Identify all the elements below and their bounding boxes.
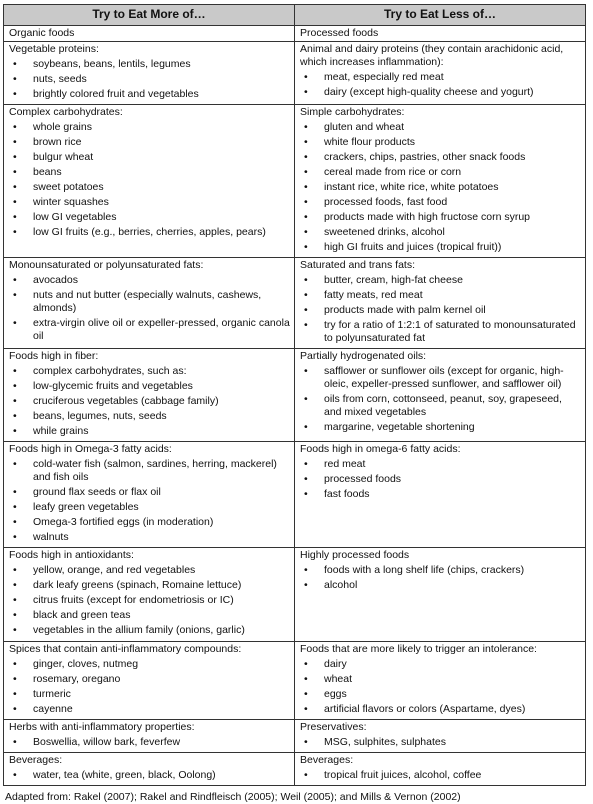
bullet-icon: •	[304, 120, 308, 133]
bullet-icon: •	[304, 702, 308, 715]
list-item-text: soybeans, beans, lentils, legumes	[33, 57, 191, 70]
list-item	[9, 317, 290, 343]
list-item	[9, 458, 290, 484]
category-heading: Herbs with anti-inflammatory properties:	[9, 720, 195, 733]
list-item-text: oils from corn, cottonseed, peanut, soy, grapeseed, and mixed vegetables	[324, 393, 562, 419]
bullet-icon: •	[304, 151, 308, 163]
list-item-text: brown rice	[33, 135, 82, 148]
category-heading: Preservatives:	[300, 720, 367, 733]
eat-less-cell	[295, 752, 586, 785]
list-item-text: extra-virgin olive oil or expeller-pressed, organic canola oil	[33, 317, 290, 343]
bullet-icon: •	[304, 211, 308, 224]
list-item	[300, 181, 581, 194]
list-item	[9, 501, 290, 514]
list-item-text: eggs	[324, 687, 347, 700]
list-item-text: nuts and nut butter (especially walnuts, cashews, almonds)	[33, 289, 262, 315]
list-item-text: cayenne	[33, 702, 73, 715]
category-heading: Foods that are more likely to trigger an intolerance:	[300, 642, 537, 655]
list-item-text: instant rice, white rice, white potatoes	[324, 181, 499, 194]
list-item-text: safflower or sunflower oils (except for organic, high-oleic, expeller-pressed sunflower, and safflower oil)	[324, 365, 564, 391]
table-row	[4, 641, 586, 719]
category-heading: Animal and dairy proteins (they contain arachidonic acid, which increases inflammation):	[300, 42, 564, 68]
bullet-icon: •	[13, 135, 17, 148]
list-item-text: meat, especially red meat	[324, 70, 444, 83]
bullet-icon: •	[13, 579, 17, 592]
list-item-text: cereal made from rice or corn	[324, 166, 462, 179]
category-heading: Spices that contain anti-inflammatory compounds:	[9, 642, 242, 655]
list-item-text: winter squashes	[33, 196, 109, 209]
bullet-icon: •	[13, 87, 17, 100]
bullet-icon: •	[13, 702, 17, 715]
bullet-icon: •	[304, 768, 308, 781]
list-item-text: crackers, chips, pastries, other snack foods	[324, 151, 526, 163]
list-item	[9, 516, 290, 529]
bullet-icon: •	[13, 395, 17, 408]
source-citation: Adapted from: Rakel (2007); Rakel and Rindfleisch (2005); Weil (2005); and Mills & Vernon (2002)	[5, 790, 461, 803]
list-item-text: processed foods, fast food	[324, 196, 448, 209]
list-item	[9, 136, 290, 149]
table-row	[4, 258, 586, 349]
eat-more-cell	[4, 104, 295, 257]
list-item	[300, 365, 581, 391]
bullet-icon: •	[304, 319, 308, 332]
table-row	[4, 719, 586, 752]
list-item-text: citrus fruits (except for endometriosis or IC)	[33, 594, 234, 607]
eat-more-cell	[4, 25, 295, 41]
list-item-text: beans	[33, 166, 62, 179]
list-item	[9, 531, 290, 544]
eat-less-cell	[295, 104, 586, 257]
bullet-icon: •	[13, 181, 17, 194]
category-heading: Foods high in fiber:	[9, 350, 99, 363]
list-item	[9, 624, 290, 637]
list-item	[300, 458, 581, 471]
list-item-text: artificial flavors or colors (Aspartame, dyes)	[324, 702, 526, 715]
bullet-icon: •	[304, 579, 308, 592]
list-item	[9, 673, 290, 686]
eat-more-cell	[4, 442, 295, 548]
list-item-text: cruciferous vegetables (cabbage family)	[33, 395, 219, 408]
list-item	[300, 393, 581, 419]
food-list	[9, 458, 290, 544]
list-item-text: leafy green vegetables	[33, 501, 139, 514]
list-item	[300, 226, 581, 239]
bullet-icon: •	[304, 85, 308, 98]
list-item-text: try for a ratio of 1:2:1 of saturated to monounsaturated to polyunsaturated fat	[324, 319, 576, 345]
category-heading: Complex carbohydrates:	[9, 105, 123, 118]
category-heading: Partially hydrogenated oils:	[300, 350, 427, 363]
list-item	[300, 703, 581, 716]
list-item-text: avocados	[33, 274, 78, 287]
list-item	[9, 425, 290, 438]
list-item	[9, 609, 290, 622]
list-item	[9, 121, 290, 134]
list-item	[300, 166, 581, 179]
bullet-icon: •	[304, 458, 308, 471]
bullet-icon: •	[304, 274, 308, 287]
bullet-icon: •	[13, 380, 17, 393]
category-heading: Monounsaturated or polyunsaturated fats:	[9, 259, 204, 272]
bullet-icon: •	[13, 289, 17, 302]
bullet-icon: •	[13, 672, 17, 685]
eat-more-cell	[4, 258, 295, 349]
category-heading: Organic foods	[9, 26, 75, 39]
list-item	[9, 274, 290, 287]
bullet-icon: •	[13, 657, 17, 670]
list-item-text: red meat	[324, 458, 366, 471]
bullet-icon: •	[304, 393, 308, 406]
list-item	[300, 488, 581, 501]
list-item-text: tropical fruit juices, alcohol, coffee	[324, 768, 482, 781]
bullet-icon: •	[13, 624, 17, 637]
food-list	[300, 274, 581, 345]
list-item	[9, 166, 290, 179]
list-item-text: margarine, vegetable shortening	[324, 421, 475, 434]
bullet-icon: •	[13, 501, 17, 514]
eat-less-cell	[295, 349, 586, 442]
list-item-text: dark leafy greens (spinach, Romaine lettuce)	[33, 579, 242, 592]
category-heading: Beverages:	[300, 753, 354, 766]
list-item	[9, 564, 290, 577]
header-eat-more: Try to Eat More of…	[4, 5, 295, 26]
category-heading: Vegetable proteins:	[9, 42, 99, 55]
bullet-icon: •	[13, 516, 17, 529]
bullet-icon: •	[304, 473, 308, 486]
list-item	[9, 58, 290, 71]
list-item-text: products made with palm kernel oil	[324, 304, 486, 317]
list-item	[300, 289, 581, 302]
food-list	[300, 736, 581, 749]
list-item-text: rosemary, oregano	[33, 672, 121, 685]
eat-more-cell	[4, 548, 295, 641]
eat-less-cell	[295, 41, 586, 104]
list-item-text: Boswellia, willow bark, feverfew	[33, 735, 181, 748]
eat-more-cell	[4, 719, 295, 752]
bullet-icon: •	[304, 196, 308, 209]
list-item	[9, 380, 290, 393]
list-item	[9, 73, 290, 86]
list-item	[300, 736, 581, 749]
list-item	[9, 410, 290, 423]
category-heading: Saturated and trans fats:	[300, 259, 415, 272]
food-list	[9, 736, 290, 749]
list-item	[9, 594, 290, 607]
eat-more-cell	[4, 349, 295, 442]
list-item	[300, 241, 581, 254]
list-item	[9, 579, 290, 592]
bullet-icon: •	[13, 196, 17, 209]
bullet-icon: •	[304, 687, 308, 700]
bullet-icon: •	[304, 672, 308, 685]
food-list	[9, 658, 290, 716]
list-item-text: gluten and wheat	[324, 120, 404, 133]
list-item-text: ground flax seeds or flax oil	[33, 486, 161, 499]
bullet-icon: •	[304, 135, 308, 148]
category-heading: Foods high in omega-6 fatty acids:	[300, 443, 461, 456]
bullet-icon: •	[13, 458, 17, 471]
list-item	[300, 304, 581, 317]
bullet-icon: •	[13, 317, 17, 330]
list-item	[300, 688, 581, 701]
list-item-text: alcohol	[324, 579, 358, 592]
table-row	[4, 442, 586, 548]
list-item-text: low GI fruits (e.g., berries, cherries, apples, pears)	[33, 226, 266, 239]
bullet-icon: •	[13, 594, 17, 607]
list-item-text: brightly colored fruit and vegetables	[33, 87, 199, 100]
list-item-text: complex carbohydrates, such as:	[33, 365, 187, 378]
header-eat-less: Try to Eat Less of…	[295, 5, 586, 26]
food-list	[300, 121, 581, 254]
bullet-icon: •	[13, 410, 17, 423]
list-item-text: processed foods	[324, 473, 402, 486]
list-item-text: white flour products	[324, 135, 416, 148]
list-item	[300, 579, 581, 592]
food-list	[300, 71, 581, 99]
eat-more-cell	[4, 752, 295, 785]
category-heading: Highly processed foods	[300, 549, 410, 562]
list-item-text: Omega-3 fortified eggs (in moderation)	[33, 516, 214, 529]
list-item	[9, 196, 290, 209]
bullet-icon: •	[304, 181, 308, 194]
list-item	[300, 71, 581, 84]
list-item	[300, 319, 581, 345]
list-item	[300, 274, 581, 287]
eat-less-cell	[295, 25, 586, 41]
table-body	[4, 25, 586, 785]
list-item-text: water, tea (white, green, black, Oolong)	[33, 768, 216, 781]
list-item	[9, 365, 290, 378]
list-item-text: vegetables in the allium family (onions, garlic)	[33, 624, 245, 637]
eat-less-cell	[295, 442, 586, 548]
food-list	[9, 58, 290, 101]
list-item	[300, 673, 581, 686]
table-row	[4, 752, 586, 785]
list-item-text: cold-water fish (salmon, sardines, herring, mackerel) and fish oils	[33, 458, 277, 484]
list-item-text: wheat	[324, 672, 353, 685]
bullet-icon: •	[13, 72, 17, 85]
food-list	[9, 564, 290, 637]
list-item-text: fatty meats, red meat	[324, 289, 423, 302]
list-item	[9, 703, 290, 716]
list-item-text: MSG, sulphites, sulphates	[324, 735, 446, 748]
bullet-icon: •	[13, 166, 17, 179]
eat-less-cell	[295, 258, 586, 349]
list-item	[9, 211, 290, 224]
eat-less-cell	[295, 548, 586, 641]
bullet-icon: •	[13, 211, 17, 224]
bullet-icon: •	[13, 57, 17, 70]
list-item	[300, 86, 581, 99]
bullet-icon: •	[13, 564, 17, 577]
food-list	[300, 769, 581, 782]
list-item-text: foods with a long shelf life (chips, crackers)	[324, 564, 525, 577]
bullet-icon: •	[13, 120, 17, 133]
bullet-icon: •	[304, 304, 308, 317]
bullet-icon: •	[13, 609, 17, 622]
category-heading: Foods high in antioxidants:	[9, 549, 134, 562]
list-item	[9, 88, 290, 101]
list-item-text: ginger, cloves, nutmeg	[33, 657, 139, 670]
list-item-text: yellow, orange, and red vegetables	[33, 564, 196, 577]
list-item	[300, 658, 581, 671]
bullet-icon: •	[304, 166, 308, 179]
bullet-icon: •	[13, 274, 17, 287]
bullet-icon: •	[304, 564, 308, 577]
list-item-text: high GI fruits and juices (tropical fruit))	[324, 241, 502, 254]
bullet-icon: •	[13, 687, 17, 700]
category-heading: Simple carbohydrates:	[300, 105, 405, 118]
list-item	[300, 473, 581, 486]
list-item-text: turmeric	[33, 687, 71, 700]
category-heading: Foods high in Omega-3 fatty acids:	[9, 443, 172, 456]
bullet-icon: •	[13, 735, 17, 748]
list-item-text: nuts, seeds	[33, 72, 87, 85]
category-heading: Beverages:	[9, 753, 63, 766]
list-item-text: sweet potatoes	[33, 181, 104, 194]
bullet-icon: •	[304, 657, 308, 670]
list-item	[9, 181, 290, 194]
list-item	[300, 564, 581, 577]
list-item-text: dairy	[324, 657, 347, 670]
table-header-row	[4, 5, 586, 26]
list-item	[9, 395, 290, 408]
bullet-icon: •	[13, 486, 17, 499]
bullet-icon: •	[304, 488, 308, 501]
list-item	[9, 289, 290, 315]
food-list	[9, 121, 290, 239]
list-item-text: whole grains	[33, 120, 92, 133]
list-item	[9, 658, 290, 671]
bullet-icon: •	[304, 365, 308, 378]
list-item	[9, 486, 290, 499]
food-comparison-table	[3, 4, 586, 786]
list-item-text: low-glycemic fruits and vegetables	[33, 380, 193, 393]
bullet-icon: •	[13, 151, 17, 163]
table-row	[4, 25, 586, 41]
food-list	[9, 274, 290, 343]
list-item	[300, 121, 581, 134]
food-list	[300, 658, 581, 716]
bullet-icon: •	[304, 226, 308, 239]
list-item-text: low GI vegetables	[33, 211, 117, 224]
eat-less-cell	[295, 641, 586, 719]
list-item	[9, 736, 290, 749]
list-item-text: bulgur wheat	[33, 151, 94, 163]
list-item	[9, 226, 290, 239]
bullet-icon: •	[13, 768, 17, 781]
bullet-icon: •	[13, 226, 17, 239]
list-item-text: while grains	[33, 425, 89, 438]
list-item	[300, 769, 581, 782]
category-heading: Processed foods	[300, 26, 379, 39]
list-item-text: black and green teas	[33, 609, 131, 622]
list-item-text: walnuts	[33, 531, 69, 544]
food-list	[9, 365, 290, 438]
list-item	[300, 151, 581, 164]
list-item-text: sweetened drinks, alcohol	[324, 226, 445, 239]
list-item-text: products made with high fructose corn syrup	[324, 211, 531, 224]
list-item	[300, 211, 581, 224]
bullet-icon: •	[304, 289, 308, 302]
list-item-text: dairy (except high-quality cheese and yogurt)	[324, 85, 534, 98]
food-list	[300, 365, 581, 434]
bullet-icon: •	[13, 425, 17, 438]
list-item-text: fast foods	[324, 488, 370, 501]
eat-more-cell	[4, 41, 295, 104]
bullet-icon: •	[304, 241, 308, 254]
food-list	[300, 458, 581, 501]
list-item-text: beans, legumes, nuts, seeds	[33, 410, 167, 423]
bullet-icon: •	[13, 365, 17, 378]
bullet-icon: •	[304, 735, 308, 748]
bullet-icon: •	[304, 421, 308, 434]
eat-more-cell	[4, 641, 295, 719]
list-item	[9, 769, 290, 782]
bullet-icon: •	[304, 70, 308, 83]
list-item-text: butter, cream, high-fat cheese	[324, 274, 463, 287]
table-row	[4, 41, 586, 104]
eat-less-cell	[295, 719, 586, 752]
list-item	[300, 196, 581, 209]
table-row	[4, 104, 586, 257]
food-list	[300, 564, 581, 592]
list-item	[300, 136, 581, 149]
table-row	[4, 548, 586, 641]
list-item	[9, 688, 290, 701]
list-item	[300, 421, 581, 434]
list-item	[9, 151, 290, 164]
bullet-icon: •	[13, 531, 17, 544]
table-row	[4, 349, 586, 442]
food-list	[9, 769, 290, 782]
